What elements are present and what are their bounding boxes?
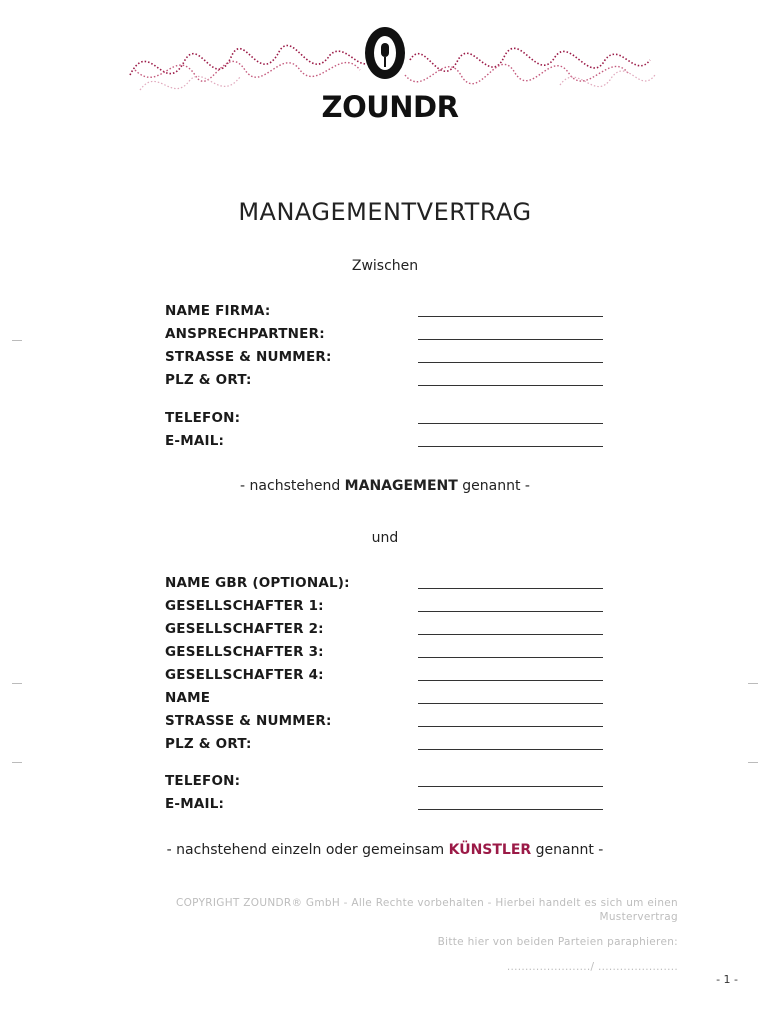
page-number: - 1 - [716, 973, 738, 986]
note-role: KÜNSTLER [448, 842, 532, 858]
field-row-strasse [165, 713, 605, 733]
between-text: Zwischen [351, 258, 419, 274]
field-row-email [165, 796, 605, 816]
signature-line[interactable] [418, 726, 603, 727]
note-role: MANAGEMENT [344, 478, 458, 494]
field-row-strasse [165, 349, 605, 369]
signature-line[interactable] [418, 657, 603, 658]
field-row-email [165, 433, 605, 453]
note-suffix: genannt - [457, 478, 530, 494]
signature-line[interactable] [418, 316, 603, 317]
note-prefix: - nachstehend [240, 478, 345, 494]
signature-line[interactable] [418, 423, 603, 424]
field-label: NAME FIRMA: [165, 303, 271, 319]
initials-field[interactable]: ......................./ ...................... [506, 961, 678, 973]
signature-line[interactable] [418, 385, 603, 386]
signature-line[interactable] [418, 446, 603, 447]
signature-line[interactable] [418, 786, 603, 787]
field-row-gesellschafter-3 [165, 644, 605, 664]
field-row-name-gbr [165, 575, 605, 595]
field-row-telefon [165, 773, 605, 793]
field-label: NAME GBR (OPTIONAL): [165, 575, 350, 591]
signature-line[interactable] [418, 611, 603, 612]
crop-mark [748, 683, 758, 684]
copyright-line-2: Mustervertrag [599, 911, 678, 923]
brand-wordmark: ZOUNDR [321, 90, 459, 124]
and-text: und [371, 530, 399, 546]
field-label: GESELLSCHAFTER 1: [165, 598, 324, 614]
document-title: MANAGEMENTVERTRAG [238, 198, 532, 226]
field-label: TELEFON: [165, 410, 241, 426]
signature-line[interactable] [418, 339, 603, 340]
field-label: NAME [165, 690, 211, 706]
field-row-plz-ort [165, 372, 605, 392]
artist-note [0, 842, 770, 858]
field-label: E-MAIL: [165, 433, 225, 449]
crop-mark [12, 683, 22, 684]
note-prefix: - nachstehend einzeln oder gemeinsam [166, 842, 449, 858]
field-row-gesellschafter-4 [165, 667, 605, 687]
field-row-name-firma [165, 303, 605, 323]
copyright-line-1: COPYRIGHT ZOUNDR® GmbH - Alle Rechte vorbehalten - Hierbei handelt es sich um einen [175, 897, 678, 909]
field-label: E-MAIL: [165, 796, 225, 812]
field-label: GESELLSCHAFTER 4: [165, 667, 324, 683]
field-row-gesellschafter-1 [165, 598, 605, 618]
signature-line[interactable] [418, 809, 603, 810]
field-label: STRASSE & NUMMER: [165, 713, 332, 729]
logo [0, 15, 770, 125]
paraphieren-instruction: Bitte hier von beiden Parteien paraphieren: [437, 936, 678, 948]
signature-line[interactable] [418, 634, 603, 635]
field-row-gesellschafter-2 [165, 621, 605, 641]
signature-line[interactable] [418, 588, 603, 589]
field-label: STRASSE & NUMMER: [165, 349, 332, 365]
field-label: PLZ & ORT: [165, 372, 252, 388]
signature-line[interactable] [418, 703, 603, 704]
field-row-telefon [165, 410, 605, 430]
field-label: TELEFON: [165, 773, 241, 789]
crop-mark [12, 762, 22, 763]
field-row-ansprechpartner [165, 326, 605, 346]
field-row-plz-ort [165, 736, 605, 756]
field-label: ANSPRECHPARTNER: [165, 326, 325, 342]
signature-line[interactable] [418, 749, 603, 750]
field-label: PLZ & ORT: [165, 736, 252, 752]
signature-line[interactable] [418, 362, 603, 363]
crop-mark [748, 762, 758, 763]
crop-mark [12, 340, 22, 341]
management-note [0, 478, 770, 494]
field-label: GESELLSCHAFTER 2: [165, 621, 324, 637]
field-row-name [165, 690, 605, 710]
note-suffix: genannt - [531, 842, 604, 858]
signature-line[interactable] [418, 680, 603, 681]
field-label: GESELLSCHAFTER 3: [165, 644, 324, 660]
